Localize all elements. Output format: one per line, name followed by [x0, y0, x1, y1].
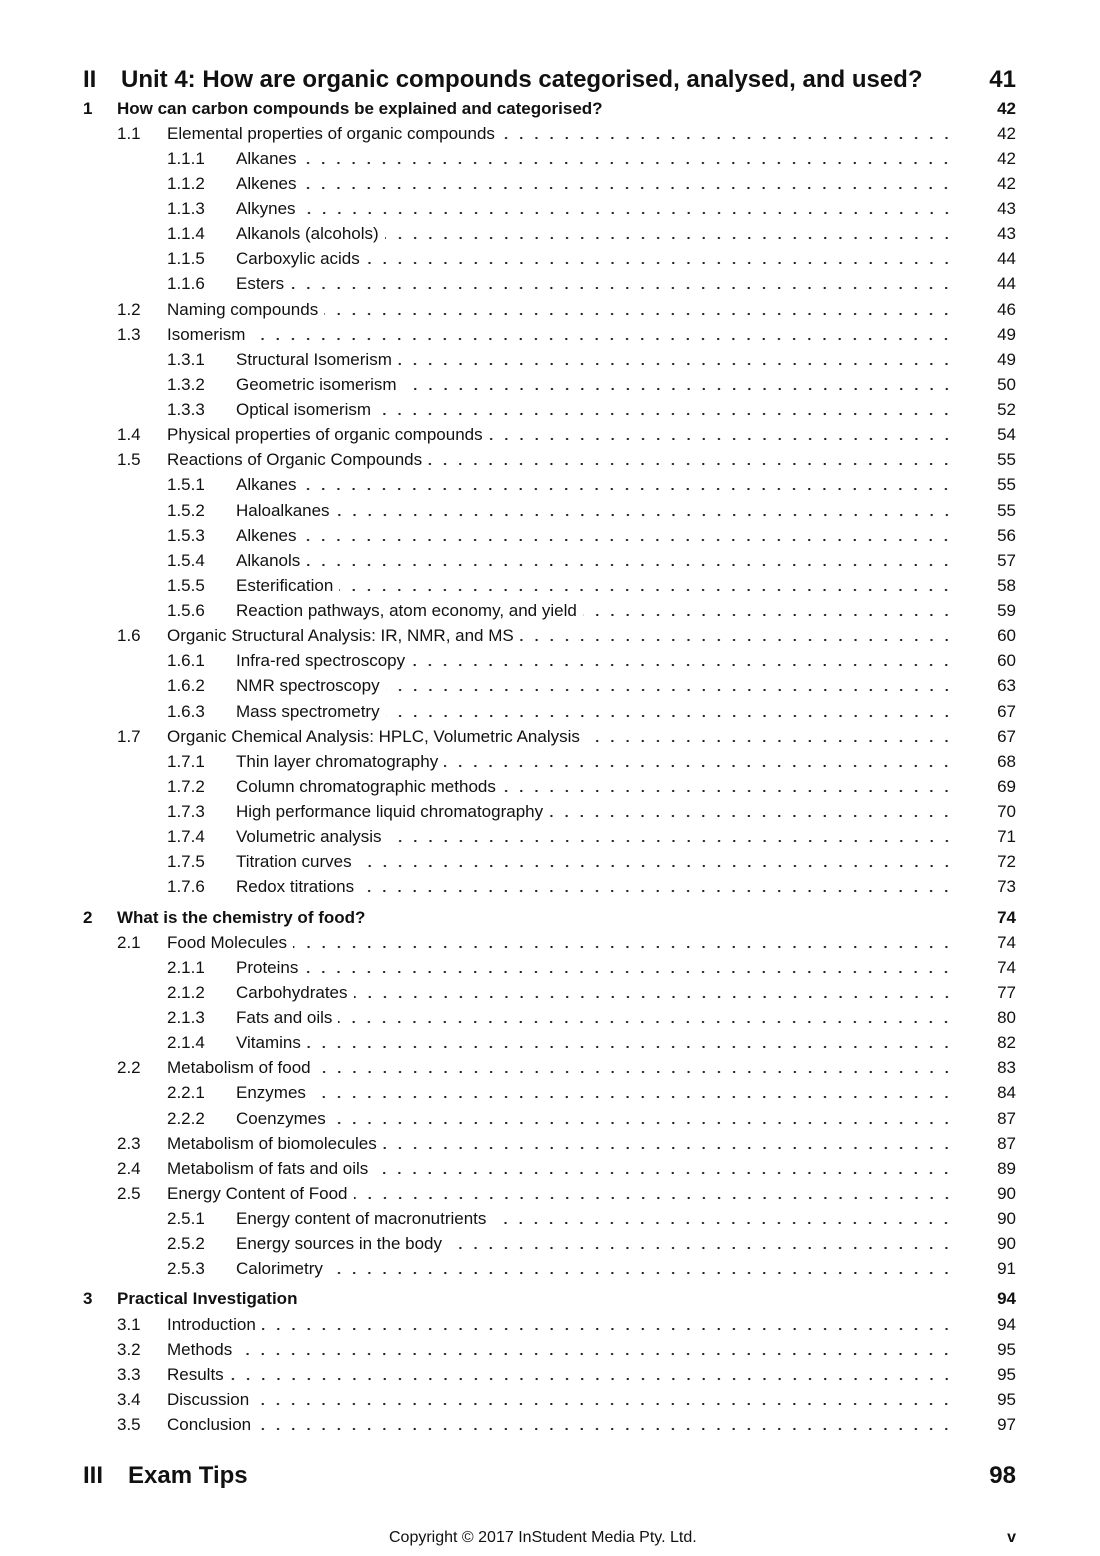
entry-title: Energy sources in the body: [236, 1234, 443, 1254]
dot-leader: [388, 838, 954, 844]
entry-number: 1.6.1: [167, 651, 205, 671]
entry-title: Infra-red spectroscopy: [236, 651, 406, 671]
dot-leader: [448, 1245, 954, 1251]
dot-leader: [307, 1044, 954, 1050]
entry-number: 2.5: [117, 1183, 141, 1203]
entry-number: 1.3: [117, 324, 141, 344]
dot-leader: [306, 562, 954, 568]
toc-section[interactable]: [83, 1387, 1016, 1412]
entry-page: 59: [997, 601, 1016, 621]
toc-subsection[interactable]: [83, 372, 1016, 397]
entry-number: 1.2: [117, 299, 141, 319]
entry-page: 97: [997, 1415, 1016, 1435]
entry-page: 55: [997, 475, 1016, 495]
entry-page: 56: [997, 525, 1016, 545]
dot-leader: [230, 1376, 954, 1382]
dot-leader: [583, 612, 954, 618]
dot-leader: [377, 411, 954, 417]
entry-title: Calorimetry: [236, 1259, 323, 1279]
entry-title: Structural Isomerism: [236, 349, 392, 369]
chapter-heading[interactable]: [83, 905, 1016, 930]
entry-title: Esterification: [236, 575, 334, 595]
entry-title: Vitamins: [236, 1033, 301, 1053]
entry-page: 80: [997, 1008, 1016, 1028]
dot-leader: [492, 1220, 954, 1226]
entry-title: Carbohydrates: [236, 982, 348, 1002]
entry-number: 1.5: [117, 450, 141, 470]
dot-leader: [302, 210, 954, 216]
exam-tips-number: III: [83, 1462, 104, 1489]
toc-section[interactable]: [83, 1181, 1016, 1206]
entry-page: 83: [997, 1058, 1016, 1078]
toc-subsection[interactable]: [83, 774, 1016, 799]
toc-subsection[interactable]: [83, 548, 1016, 573]
entry-page: 90: [997, 1209, 1016, 1229]
dot-leader: [383, 1145, 954, 1151]
entry-number: 1.7.6: [167, 877, 205, 897]
entry-number: 3.2: [117, 1339, 141, 1359]
entry-page: 82: [997, 1033, 1016, 1053]
dot-leader: [304, 969, 954, 975]
entry-number: 2.5.1: [167, 1209, 205, 1229]
unit-page: 41: [989, 66, 1016, 93]
dot-leader: [501, 135, 954, 141]
entry-page: 49: [997, 349, 1016, 369]
entry-number: 2.5.2: [167, 1234, 205, 1254]
toc-subsection[interactable]: [83, 272, 1016, 297]
entry-page: 44: [997, 249, 1016, 269]
unit-number: II: [83, 66, 97, 93]
entry-number: 2.1.1: [167, 957, 205, 977]
toc-subsection[interactable]: [83, 699, 1016, 724]
entry-page: 77: [997, 982, 1016, 1002]
entry-page: 60: [997, 626, 1016, 646]
entry-number: 1.1.6: [167, 274, 205, 294]
entry-title: Esters: [236, 274, 285, 294]
toc-subsection[interactable]: [83, 850, 1016, 875]
toc-subsection[interactable]: [83, 1257, 1016, 1282]
chapter-number: 2: [83, 907, 93, 927]
entry-number: 2.1.2: [167, 982, 205, 1002]
entry-page: 94: [997, 1314, 1016, 1334]
chapter-title: How can carbon compounds be explained and categorised?: [117, 98, 603, 118]
toc-subsection[interactable]: [83, 1006, 1016, 1031]
entry-page: 46: [997, 299, 1016, 319]
entry-page: 73: [997, 877, 1016, 897]
entry-title: Thin layer chromatography: [236, 751, 439, 771]
entry-page: 63: [997, 676, 1016, 696]
toc-subsection[interactable]: [83, 800, 1016, 825]
dot-leader: [290, 285, 954, 291]
entry-number: 1.7.1: [167, 751, 205, 771]
entry-title: Column chromatographic methods: [236, 776, 496, 796]
dot-leader: [302, 160, 954, 166]
entry-page: 90: [997, 1183, 1016, 1203]
entry-page: 74: [997, 957, 1016, 977]
toc-section[interactable]: [83, 121, 1016, 146]
entry-title: Energy content of macronutrients: [236, 1209, 487, 1229]
entry-page: 54: [997, 425, 1016, 445]
entry-page: 55: [997, 500, 1016, 520]
toc-section[interactable]: [83, 1131, 1016, 1156]
dot-leader: [312, 1094, 954, 1100]
toc-section[interactable]: [83, 322, 1016, 347]
dot-leader: [386, 713, 954, 719]
chapter-heading[interactable]: [83, 96, 1016, 121]
entry-number: 1.7.5: [167, 852, 205, 872]
dot-leader: [358, 863, 954, 869]
unit-heading[interactable]: [83, 64, 1016, 96]
dot-leader: [332, 1120, 954, 1126]
entry-title: Naming compounds: [167, 299, 319, 319]
entry-number: 3.5: [117, 1415, 141, 1435]
entry-number: 2.3: [117, 1133, 141, 1153]
page-number: v: [1007, 1529, 1016, 1546]
dot-leader: [354, 994, 954, 1000]
dot-leader: [385, 235, 954, 241]
entry-number: 1.1.1: [167, 148, 205, 168]
page-footer: [0, 1529, 1100, 1549]
entry-page: 60: [997, 651, 1016, 671]
toc-subsection[interactable]: [83, 980, 1016, 1005]
entry-title: Redox titrations: [236, 877, 355, 897]
entry-page: 74: [997, 932, 1016, 952]
entry-page: 95: [997, 1339, 1016, 1359]
entry-title: Alkanes: [236, 148, 297, 168]
entry-page: 69: [997, 776, 1016, 796]
entry-page: 49: [997, 324, 1016, 344]
toc-subsection[interactable]: [83, 523, 1016, 548]
entry-number: 1.1.3: [167, 199, 205, 219]
entry-number: 2.4: [117, 1158, 141, 1178]
exam-tips-heading[interactable]: [83, 1460, 1016, 1492]
toc-section[interactable]: [83, 297, 1016, 322]
dot-leader: [329, 1270, 954, 1276]
dot-leader: [257, 1426, 954, 1432]
entry-title: Coenzymes: [236, 1108, 326, 1128]
entry-number: 1.6.3: [167, 701, 205, 721]
entry-page: 72: [997, 852, 1016, 872]
dot-leader: [302, 486, 954, 492]
toc-subsection[interactable]: [83, 222, 1016, 247]
entry-number: 1.1.4: [167, 224, 205, 244]
entry-number: 3.4: [117, 1389, 141, 1409]
toc-subsection[interactable]: [83, 1106, 1016, 1131]
dot-leader: [403, 386, 954, 392]
entry-title: Mass spectrometry: [236, 701, 380, 721]
dot-leader: [338, 1019, 954, 1025]
chapter-heading[interactable]: [83, 1287, 1016, 1312]
dot-leader: [374, 1170, 954, 1176]
toc-section[interactable]: [83, 1413, 1016, 1438]
entry-page: 57: [997, 550, 1016, 570]
entry-title: Elemental properties of organic compounds: [167, 123, 495, 143]
entry-title: NMR spectroscopy: [236, 676, 380, 696]
entry-title: Metabolism of biomolecules: [167, 1133, 377, 1153]
dot-leader: [489, 436, 954, 442]
entry-title: Enzymes: [236, 1083, 306, 1103]
entry-title: Proteins: [236, 957, 299, 977]
entry-number: 1.6: [117, 626, 141, 646]
entry-title: Results: [167, 1364, 224, 1384]
entry-page: 42: [997, 148, 1016, 168]
entry-number: 2.2.1: [167, 1083, 205, 1103]
dot-leader: [398, 361, 954, 367]
dot-leader: [586, 738, 954, 744]
entry-title: Optical isomerism: [236, 400, 372, 420]
toc-subsection[interactable]: [83, 247, 1016, 272]
toc-section[interactable]: [83, 1337, 1016, 1362]
entry-page: 67: [997, 726, 1016, 746]
dot-leader: [336, 512, 954, 518]
toc-section[interactable]: [83, 1056, 1016, 1081]
entry-number: 2.2.2: [167, 1108, 205, 1128]
entry-page: 70: [997, 802, 1016, 822]
entry-page: 43: [997, 224, 1016, 244]
entry-number: 1.7.2: [167, 776, 205, 796]
toc-subsection[interactable]: [83, 1207, 1016, 1232]
entry-title: Organic Structural Analysis: IR, NMR, and MS: [167, 626, 514, 646]
entry-title: Alkenes: [236, 173, 297, 193]
entry-number: 1.7: [117, 726, 141, 746]
entry-title: Methods: [167, 1339, 233, 1359]
toc-section[interactable]: [83, 1312, 1016, 1337]
toc-subsection[interactable]: [83, 1232, 1016, 1257]
entry-page: 89: [997, 1158, 1016, 1178]
toc-subsection[interactable]: [83, 197, 1016, 222]
entry-number: 1.5.1: [167, 475, 205, 495]
toc-section[interactable]: [83, 1156, 1016, 1181]
entry-title: Conclusion: [167, 1415, 252, 1435]
entry-title: Energy Content of Food: [167, 1183, 348, 1203]
entry-page: 58: [997, 575, 1016, 595]
toc-subsection[interactable]: [83, 473, 1016, 498]
dot-leader: [386, 687, 954, 693]
toc-subsection[interactable]: [83, 171, 1016, 196]
entry-page: 43: [997, 199, 1016, 219]
entry-number: 1.7.4: [167, 827, 205, 847]
entry-page: 44: [997, 274, 1016, 294]
toc-subsection[interactable]: [83, 1031, 1016, 1056]
entry-title: Organic Chemical Analysis: HPLC, Volumetric Analysis: [167, 726, 580, 746]
entry-page: 67: [997, 701, 1016, 721]
entry-title: Carboxylic acids: [236, 249, 360, 269]
entry-title: Volumetric analysis: [236, 827, 382, 847]
toc-subsection[interactable]: [83, 1081, 1016, 1106]
entry-number: 1.3.1: [167, 349, 205, 369]
entry-page: 52: [997, 400, 1016, 420]
table-of-contents: [83, 64, 1016, 1438]
chapter-page: 94: [997, 1289, 1016, 1309]
entry-title: Alkanols: [236, 550, 301, 570]
toc-section[interactable]: [83, 624, 1016, 649]
entry-number: 2.1.3: [167, 1008, 205, 1028]
toc-subsection[interactable]: [83, 875, 1016, 900]
entry-page: 50: [997, 374, 1016, 394]
dot-leader: [251, 336, 954, 342]
entry-page: 87: [997, 1108, 1016, 1128]
entry-number: 1.1: [117, 123, 141, 143]
dot-leader: [255, 1401, 954, 1407]
entry-title: Fats and oils: [236, 1008, 333, 1028]
dot-leader: [520, 637, 954, 643]
entry-title: Metabolism of fats and oils: [167, 1158, 369, 1178]
entry-page: 42: [997, 123, 1016, 143]
entry-number: 3.3: [117, 1364, 141, 1384]
entry-number: 1.5.4: [167, 550, 205, 570]
copyright-text: Copyright © 2017 InStudent Media Pty. Ltd.: [389, 1529, 697, 1546]
entry-page: 71: [997, 827, 1016, 847]
toc-section[interactable]: [83, 1362, 1016, 1387]
dot-leader: [238, 1351, 954, 1357]
toc-subsection[interactable]: [83, 599, 1016, 624]
toc-subsection[interactable]: [83, 347, 1016, 372]
entry-page: 95: [997, 1364, 1016, 1384]
entry-number: 1.7.3: [167, 802, 205, 822]
toc-section[interactable]: [83, 724, 1016, 749]
dot-leader: [262, 1326, 954, 1332]
entry-page: 91: [997, 1259, 1016, 1279]
unit-title: Unit 4: How are organic compounds categorised, analysed, and used?: [121, 66, 923, 93]
entry-title: Alkynes: [236, 199, 296, 219]
entry-page: 84: [997, 1083, 1016, 1103]
entry-title: Physical properties of organic compounds: [167, 425, 483, 445]
toc-subsection[interactable]: [83, 146, 1016, 171]
toc-subsection[interactable]: [83, 498, 1016, 523]
toc-section[interactable]: [83, 930, 1016, 955]
toc-subsection[interactable]: [83, 825, 1016, 850]
entry-number: 1.5.2: [167, 500, 205, 520]
entry-number: 1.6.2: [167, 676, 205, 696]
entry-number: 1.3.3: [167, 400, 205, 420]
entry-title: Haloalkanes: [236, 500, 330, 520]
entry-title: Reaction pathways, atom economy, and yield: [236, 601, 577, 621]
entry-page: 87: [997, 1133, 1016, 1153]
toc-subsection[interactable]: [83, 573, 1016, 598]
entry-title: Discussion: [167, 1389, 250, 1409]
entry-title: Titration curves: [236, 852, 352, 872]
toc-subsection[interactable]: [83, 674, 1016, 699]
dot-leader: [302, 185, 954, 191]
entry-title: Introduction: [167, 1314, 256, 1334]
dot-leader: [444, 763, 954, 769]
dot-leader: [549, 813, 954, 819]
entry-title: Alkenes: [236, 525, 297, 545]
dot-leader: [360, 888, 954, 894]
dot-leader: [324, 311, 954, 317]
toc-subsection[interactable]: [83, 649, 1016, 674]
entry-number: 2.5.3: [167, 1259, 205, 1279]
entry-number: 1.5.6: [167, 601, 205, 621]
toc-subsection[interactable]: [83, 955, 1016, 980]
entry-number: 1.5.5: [167, 575, 205, 595]
dot-leader: [302, 537, 954, 543]
chapter-number: 1: [83, 98, 93, 118]
entry-page: 95: [997, 1389, 1016, 1409]
dot-leader: [411, 662, 954, 668]
entry-page: 55: [997, 450, 1016, 470]
entry-title: Food Molecules: [167, 932, 288, 952]
exam-tips-title: Exam Tips: [128, 1462, 248, 1489]
entry-number: 1.3.2: [167, 374, 205, 394]
entry-title: Alkanes: [236, 475, 297, 495]
chapter-page: 74: [997, 907, 1016, 927]
entry-number: 1.4: [117, 425, 141, 445]
entry-title: Metabolism of food: [167, 1058, 311, 1078]
entry-number: 2.2: [117, 1058, 141, 1078]
toc-subsection[interactable]: [83, 749, 1016, 774]
entry-number: 2.1: [117, 932, 141, 952]
entry-number: 1.5.3: [167, 525, 205, 545]
toc-section[interactable]: [83, 448, 1016, 473]
entry-page: 90: [997, 1234, 1016, 1254]
chapter-page: 42: [997, 98, 1016, 118]
toc-subsection[interactable]: [83, 398, 1016, 423]
dot-leader: [428, 461, 954, 467]
entry-title: Isomerism: [167, 324, 246, 344]
dot-leader: [293, 944, 954, 950]
entry-number: 2.1.4: [167, 1033, 205, 1053]
chapter-title: Practical Investigation: [117, 1289, 298, 1309]
dot-leader: [366, 260, 954, 266]
dot-leader: [502, 788, 954, 794]
chapter-title: What is the chemistry of food?: [117, 907, 366, 927]
entry-title: Geometric isomerism: [236, 374, 397, 394]
entry-number: 1.1.2: [167, 173, 205, 193]
dot-leader: [354, 1195, 954, 1201]
entry-page: 68: [997, 751, 1016, 771]
dot-leader: [317, 1069, 954, 1075]
entry-title: Reactions of Organic Compounds: [167, 450, 423, 470]
entry-title: Alkanols (alcohols): [236, 224, 379, 244]
chapter-number: 3: [83, 1289, 93, 1309]
entry-number: 3.1: [117, 1314, 141, 1334]
toc-section[interactable]: [83, 423, 1016, 448]
dot-leader: [339, 587, 954, 593]
entry-page: 42: [997, 173, 1016, 193]
entry-number: 1.1.5: [167, 249, 205, 269]
entry-title: High performance liquid chromatography: [236, 802, 544, 822]
exam-tips-page: 98: [989, 1462, 1016, 1489]
